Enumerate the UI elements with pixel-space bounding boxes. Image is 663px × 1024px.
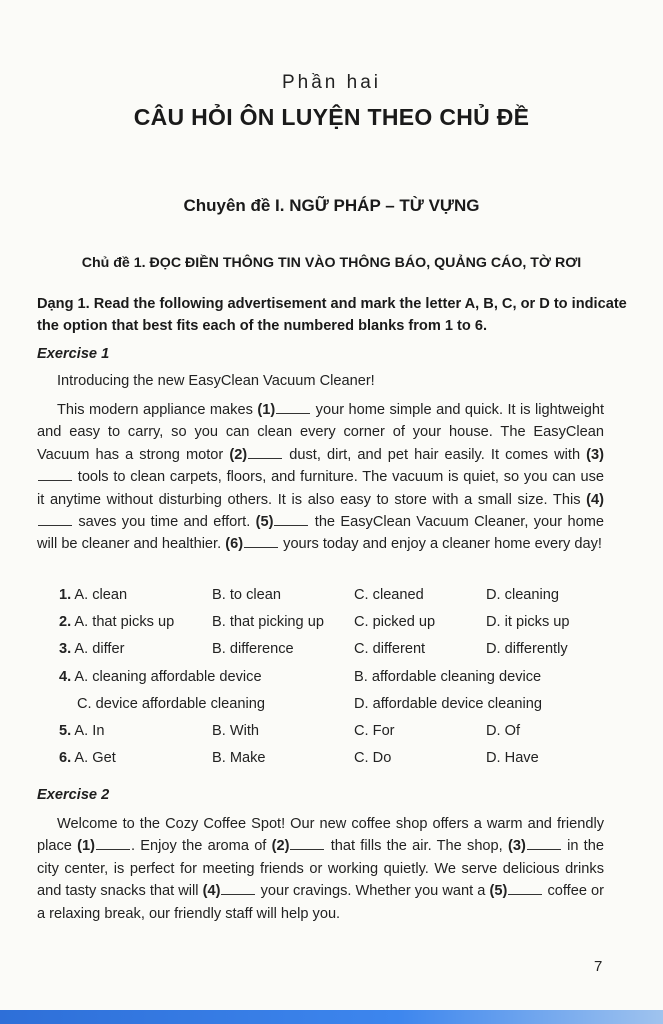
passage-text: that fills the air. The shop,: [330, 838, 503, 855]
question-option: 4. A. cleaning affordable device: [59, 669, 262, 685]
question-option: 1. A. clean: [59, 587, 128, 603]
blank-number: (5): [489, 883, 508, 900]
question-option: 5. A. In: [59, 723, 105, 739]
exercise-2-label: Exercise 2: [37, 787, 110, 803]
main-title: CÂU HỎI ÔN LUYỆN THEO CHỦ ĐỀ: [133, 104, 530, 130]
question-option: 2. A. that picks up: [59, 614, 175, 630]
blank-number: (1): [77, 838, 95, 855]
question-option: B. affordable cleaning device: [354, 669, 542, 685]
question-option: 3. A. differ: [59, 641, 125, 657]
passage-text: saves you time and effort.: [78, 514, 251, 531]
question-option: 6. A. Get: [59, 750, 116, 766]
exercise-1-intro: Introducing the new EasyClean Vacuum Cleaner!: [57, 373, 375, 389]
blank-line: [276, 403, 310, 414]
blank-line: [248, 448, 282, 459]
question-option: B. to clean: [212, 587, 281, 603]
passage-text: your home simple and quick. It is lightweight and easy to carry, so you can clean every corner of your house. The EasyClean Vacuum has a strong motor: [37, 402, 605, 463]
passage-text: yours today and enjoy a cleaner home every day!: [283, 536, 602, 553]
blank-line: [221, 884, 255, 895]
question-option: D. affordable device cleaning: [354, 696, 542, 712]
blank-number: (3): [507, 838, 526, 855]
question-option: D. differently: [486, 641, 568, 657]
exercise-1-passage: [37, 399, 604, 556]
question-option: C. picked up: [354, 614, 436, 630]
blank-line: [244, 537, 278, 548]
blank-number: (4): [586, 491, 604, 508]
blank-number: (6): [225, 536, 244, 553]
question-option: D. Of: [486, 723, 521, 739]
bottom-color-bar: [0, 1010, 663, 1024]
passage-text: This modern appliance makes: [57, 402, 253, 418]
question-option: C. cleaned: [354, 587, 424, 603]
exercise-2-passage: [37, 813, 604, 925]
part-title: Phần hai: [281, 72, 381, 93]
passage-text: tools to clean carpets, floors, and furniture. The vacuum is quiet, so you can use it anytime without disturbing others. It is also easy to store with a small size. This: [37, 469, 605, 508]
page-number: 7: [594, 958, 603, 975]
blank-line: [508, 884, 542, 895]
question-option: B. With: [212, 723, 260, 739]
passage-text: in the city center, is perfect for meeting friends or working quietly. We serve delicious drinks and tasty snacks that will: [37, 838, 604, 900]
blank-line: [38, 470, 72, 481]
blank-line: [274, 515, 308, 526]
question-option: C. device affordable cleaning: [77, 696, 265, 712]
question-option: C. Do: [354, 750, 392, 766]
question-option: D. it picks up: [486, 614, 570, 630]
passage-text: your cravings. Whether you want a: [260, 883, 486, 900]
question-option: B. that picking up: [212, 614, 324, 630]
topic-heading: Chuyên đề I. NGỮ PHÁP – TỪ VỰNG: [183, 196, 480, 215]
exercise-1-label: Exercise 1: [37, 346, 110, 362]
subtopic-heading: Chủ đề 1. ĐỌC ĐIỀN THÔNG TIN VÀO THÔNG BÁO, QUẢNG CÁO, TỜ RƠI: [81, 255, 582, 271]
blank-number: (2): [271, 838, 290, 855]
blank-number: (1): [257, 402, 276, 418]
question-option: C. different: [354, 641, 426, 657]
blank-line: [96, 839, 130, 850]
passage-text: coffee or a relaxing break, our friendly staff will help you.: [37, 883, 605, 922]
question-option: D. Have: [486, 750, 539, 766]
passage-text: . Enjoy the aroma of: [130, 838, 267, 855]
question-option: B. Make: [212, 750, 266, 766]
passage-text: the EasyClean Vacuum Cleaner, your home will be cleaner and healthier.: [37, 514, 604, 553]
blank-number: (4): [202, 883, 221, 900]
blank-line: [527, 839, 561, 850]
instruction-text: Dạng 1. Read the following advertisement and mark the letter A, B, C, or D to indicate the option that best fits each of the numbered blanks from 1 to 6.: [37, 296, 627, 334]
question-option: C. For: [354, 723, 395, 739]
passage-text: dust, dirt, and pet hair easily. It comes with: [289, 446, 581, 463]
blank-line: [290, 839, 324, 850]
question-option: B. difference: [212, 641, 294, 657]
blank-number: (3): [586, 446, 604, 463]
blank-line: [38, 515, 72, 526]
question-option: D. cleaning: [486, 587, 560, 603]
blank-number: (2): [229, 446, 248, 463]
passage-text: Welcome to the Cozy Coffee Spot! Our new coffee shop offers a warm and friendly place: [37, 816, 604, 855]
blank-number: (5): [255, 514, 274, 531]
